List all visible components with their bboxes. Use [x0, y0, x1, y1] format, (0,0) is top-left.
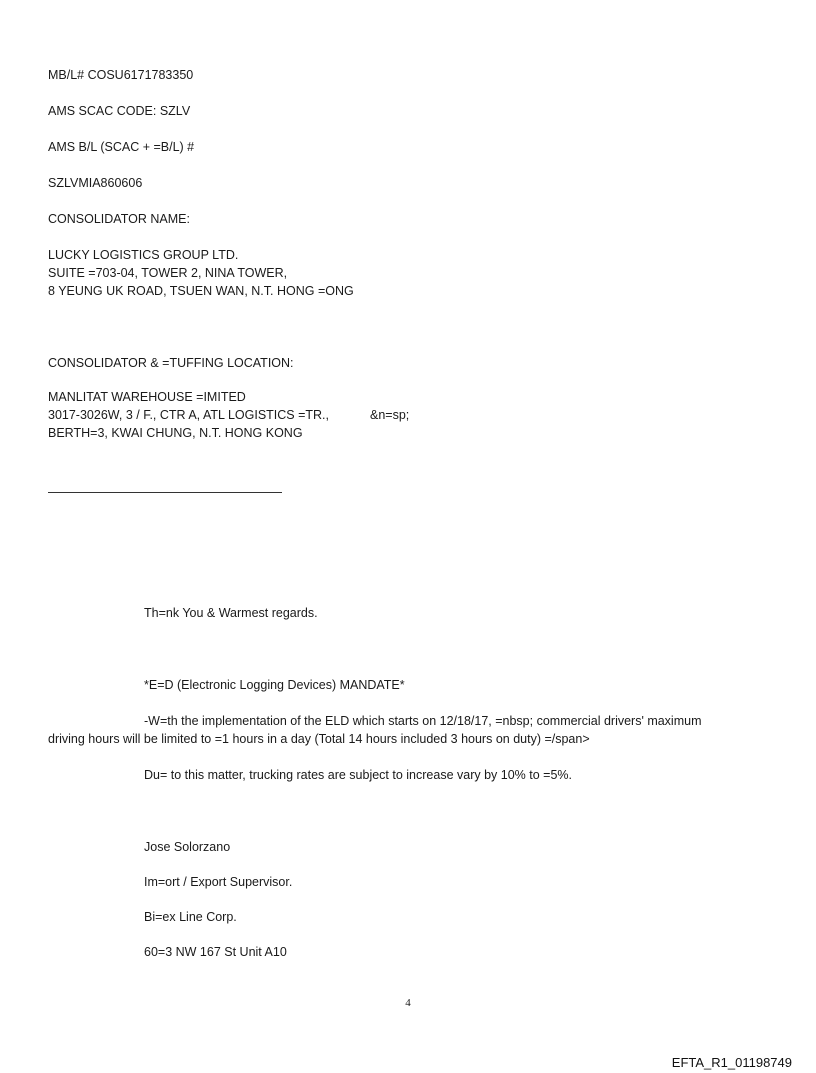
encoding-fragment: &n=sp; [370, 408, 410, 422]
stuffing-line: BERTH=3, KWAI CHUNG, N.T. HONG KONG [48, 426, 303, 440]
document-id: EFTA_R1_01198749 [671, 1055, 792, 1070]
signature-divider [48, 492, 282, 493]
ams-scac-code: AMS SCAC CODE: SZLV [48, 104, 191, 118]
stuffing-line: MANLITAT WAREHOUSE =IMITED [48, 390, 246, 404]
signature-name: Jose Solorzano [144, 840, 231, 854]
consolidator-line: LUCKY LOGISTICS GROUP LTD. [48, 248, 239, 262]
stuffing-line: 3017-3026W, 3 / F., CTR A, ATL LOGISTICS =TR., [48, 408, 330, 422]
closing-thanks: Th=nk You & Warmest regards. [144, 606, 318, 620]
stuffing-location-label: CONSOLIDATOR & =TUFFING LOCATION: [48, 356, 294, 370]
signature-title: Im=ort / Export Supervisor. [144, 875, 293, 889]
signature-address: 60=3 NW 167 St Unit A10 [144, 945, 287, 959]
eld-heading: *E=D (Electronic Logging Devices) MANDATE* [144, 678, 405, 692]
ams-bl-label: AMS B/L (SCAC + =B/L) # [48, 140, 195, 154]
consolidator-line: 8 YEUNG UK ROAD, TSUEN WAN, N.T. HONG =ONG [48, 284, 354, 298]
signature-company: Bi=ex Line Corp. [144, 910, 237, 924]
master-bill-of-lading: MB/L# COSU6171783350 [48, 68, 194, 82]
eld-paragraph-line: -W=th the implementation of the ELD which starts on 12/18/17, =nbsp; commercial drivers' maximum [144, 714, 702, 728]
consolidator-line: SUITE =703-04, TOWER 2, NINA TOWER, [48, 266, 288, 280]
rates-notice: Du= to this matter, trucking rates are subject to increase vary by 10% to =5%. [144, 768, 572, 782]
page-number: 4 [405, 997, 411, 1009]
ams-bl-value: SZLVMIA860606 [48, 176, 143, 190]
consolidator-name-label: CONSOLIDATOR NAME: [48, 212, 190, 226]
eld-paragraph-line: driving hours will be limited to =1 hours in a day (Total 14 hours included 3 hours on duty) =/span> [48, 732, 590, 746]
